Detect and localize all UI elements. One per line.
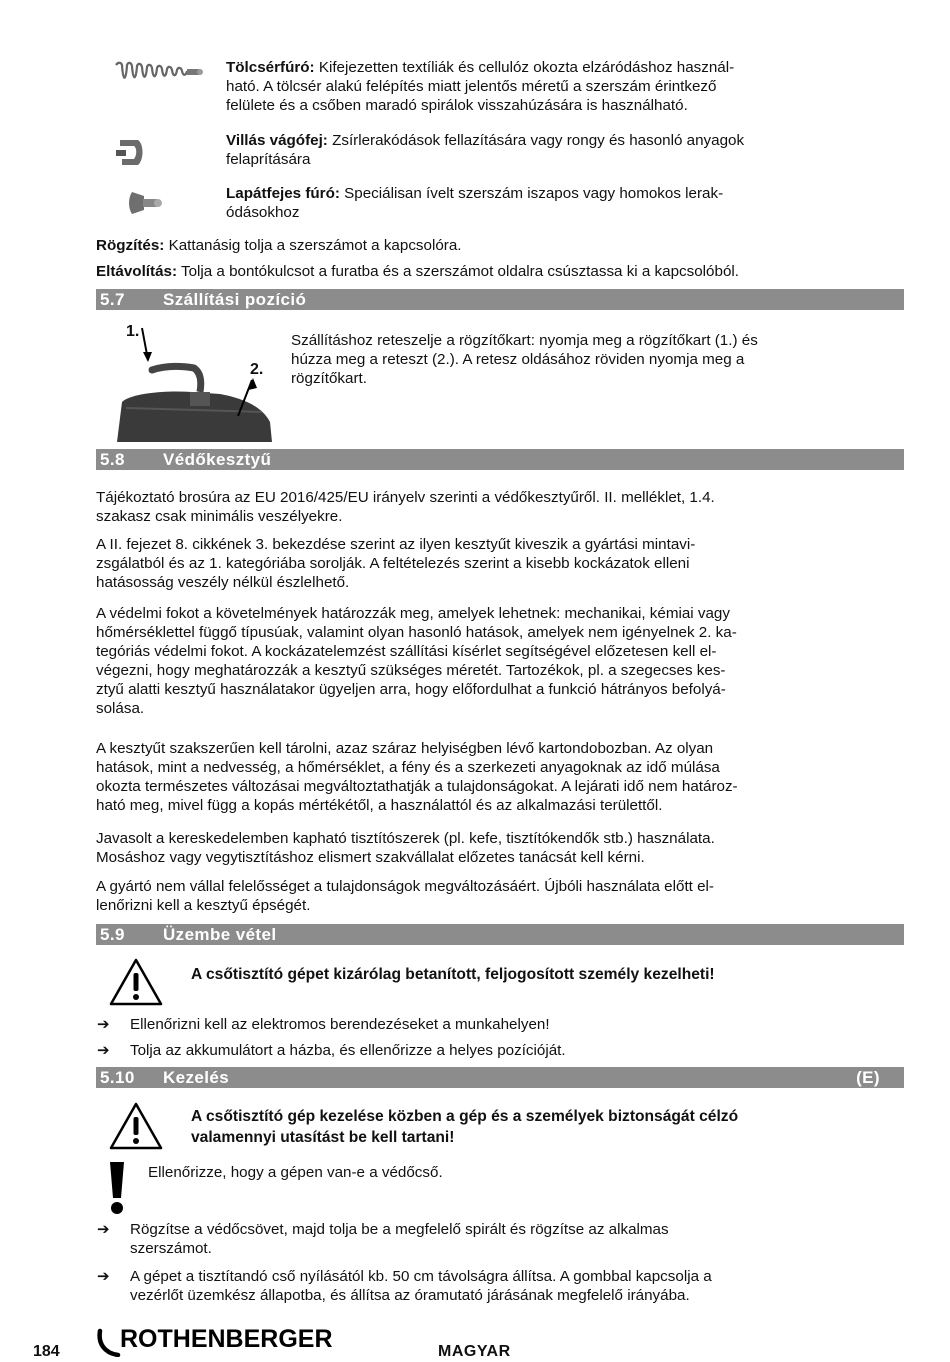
section-heading: 5.7 Szállítási pozíció (96, 289, 904, 310)
warning-triangle-icon (108, 1101, 164, 1151)
section-heading: 5.10 Kezelés (E) (96, 1067, 904, 1088)
section-heading: 5.9 Üzembe vétel (96, 924, 904, 945)
step-text: Ellenőrizni kell az elektromos berendezéseket a munkahelyen! (130, 1016, 550, 1033)
arrow-icon: ➔ (97, 1016, 110, 1033)
arrow-icon: ➔ (97, 1268, 110, 1285)
warning-text: A csőtisztító gép kezelése közben a gép és a személyek biztonságát célzó valamennyi utasítást be kell tartani! (191, 1108, 739, 1146)
paddle-drill-icon (126, 188, 166, 218)
warning-text: A csőtisztító gépet kizárólag betanított, feljogosított személy kezelheti! (191, 966, 715, 983)
remove-instruction: Eltávolítás: Tolja a bontókulcsot a furatba és a szerszámot oldalra csúsztassa ki a kapcsolóból. (96, 263, 739, 280)
paragraph: Tájékoztató brosúra az EU 2016/425/EU irányelv szerinti a védőkesztyűről. II. melléklet, 1.4. szakasz csak minimális veszélyekre. (96, 489, 715, 525)
tool-description: Villás vágófej: Zsírlerakódások fellazítására vagy rongy és hasonló anyagok felaprítására (226, 132, 745, 168)
paragraph: A kesztyűt szakszerűen kell tárolni, azaz száraz helyiségben lévő kartondobozban. Az olyan hatások, mint a nedvesség, a hőmérséklet, a fény és a szerkezeti anyagoknak az idő múlása okozta természetes változásai megváltoztathatják a tulajdonságokat. A lejárati idő nem határoz- ható meg, mivel függ a kopás mértékétől, a használattól és az alkalmazási területtől. (96, 740, 738, 814)
step-text: Rögzítse a védőcsövet, majd tolja be a megfelelő spirált és rögzítse az alkalmas szerszámot. (130, 1221, 669, 1257)
rothenberger-logo (96, 1323, 346, 1362)
section-heading: 5.8 Védőkesztyű (96, 449, 904, 470)
fork-cutter-icon (114, 134, 150, 172)
label-1: 1. (126, 323, 140, 340)
paragraph: A II. fejezet 8. cikkének 3. bekezdése szerint az ilyen kesztyűt kiveszik a gyártási mintavi- zsgálatból és az 1. kategóriába sorolják. A feltételezés szerint a kisebb kockázatok elleni hatásosság veszély nélkül észlelhető. (96, 536, 696, 591)
step-text: Tolja az akkumulátort a házba, és ellenőrizze a helyes pozícióját. (130, 1042, 566, 1059)
brand-text: ROTHENBERGER (120, 1325, 333, 1353)
arrow-icon: ➔ (97, 1221, 110, 1238)
label-2: 2. (250, 361, 264, 378)
page-number: 184 (33, 1343, 60, 1360)
tool-description: Tölcsérfúró: Kifejezetten textíliák és cellulóz okozta elzáródáshoz használ- ható. A tölcsér alakú felépítés miatt jelentős méretű a szerszám érintkező felülete és a csőben maradó spirálok visszahúzására is használható. (226, 59, 735, 114)
fix-instruction: Rögzítés: Kattanásig tolja a szerszámot a kapcsolóra. (96, 237, 462, 254)
tool-description: Lapátfejes fúró: Speciálisan ívelt szerszám iszapos vagy homokos lerak- ódásokhoz (226, 185, 724, 221)
note-text: Ellenőrizze, hogy a gépen van-e a védőcső. (148, 1164, 443, 1181)
transport-text: Szállításhoz reteszelje a rögzítőkart: nyomja meg a rögzítőkart (1.) és húzza meg a reteszt (2.). A retesz oldásához röviden nyomja meg a rögzítőkart. (291, 332, 758, 387)
step-text: A gépet a tisztítandó cső nyílásától kb. 50 cm távolságra állítsa. A gombbal kapcsolja a vezérlőt üzemkész állapotba, és állítsa az óramutató járásának megfelelő irányába. (130, 1268, 712, 1304)
arrow-icon: ➔ (97, 1042, 110, 1059)
paragraph: A gyártó nem vállal felelősséget a tulajdonságok megváltozásáért. Újbóli használata előtt el- lenőrizni kell a kesztyű épségét. (96, 878, 714, 914)
paragraph: Javasolt a kereskedelemben kapható tisztítószerek (pl. kefe, tisztítókendők stb.) használata. Mosáshoz vagy vegytisztításhoz elismert szakvállalat előzetes tanácsát kell kérni. (96, 830, 715, 866)
funnel-drill-icon (112, 58, 204, 88)
language-label: MAGYAR (438, 1343, 511, 1360)
exclamation-icon (107, 1160, 127, 1216)
paragraph: A védelmi fokot a követelmények határozzák meg, amelyek lehetnek: mechanikai, kémiai vagy hőmérséklettel függő típusúak, valamint olyan hasonló hatások, amelyek nem igényelnek 2. ka- tegóriás védelmi fokot. A kockázatelemzést szállítási kísérlet segítségével előzetesen kell el- végezni, hogy meghatározzák a kesztyű szükséges méretét. Tartozékok, pl. a szegecses kes- ztyű alatti kesztyű használatakor ügyeljen arra, hogy előfordulhat a funkció hátrányos befolyá- solása. (96, 605, 737, 717)
warning-triangle-icon (108, 957, 164, 1007)
